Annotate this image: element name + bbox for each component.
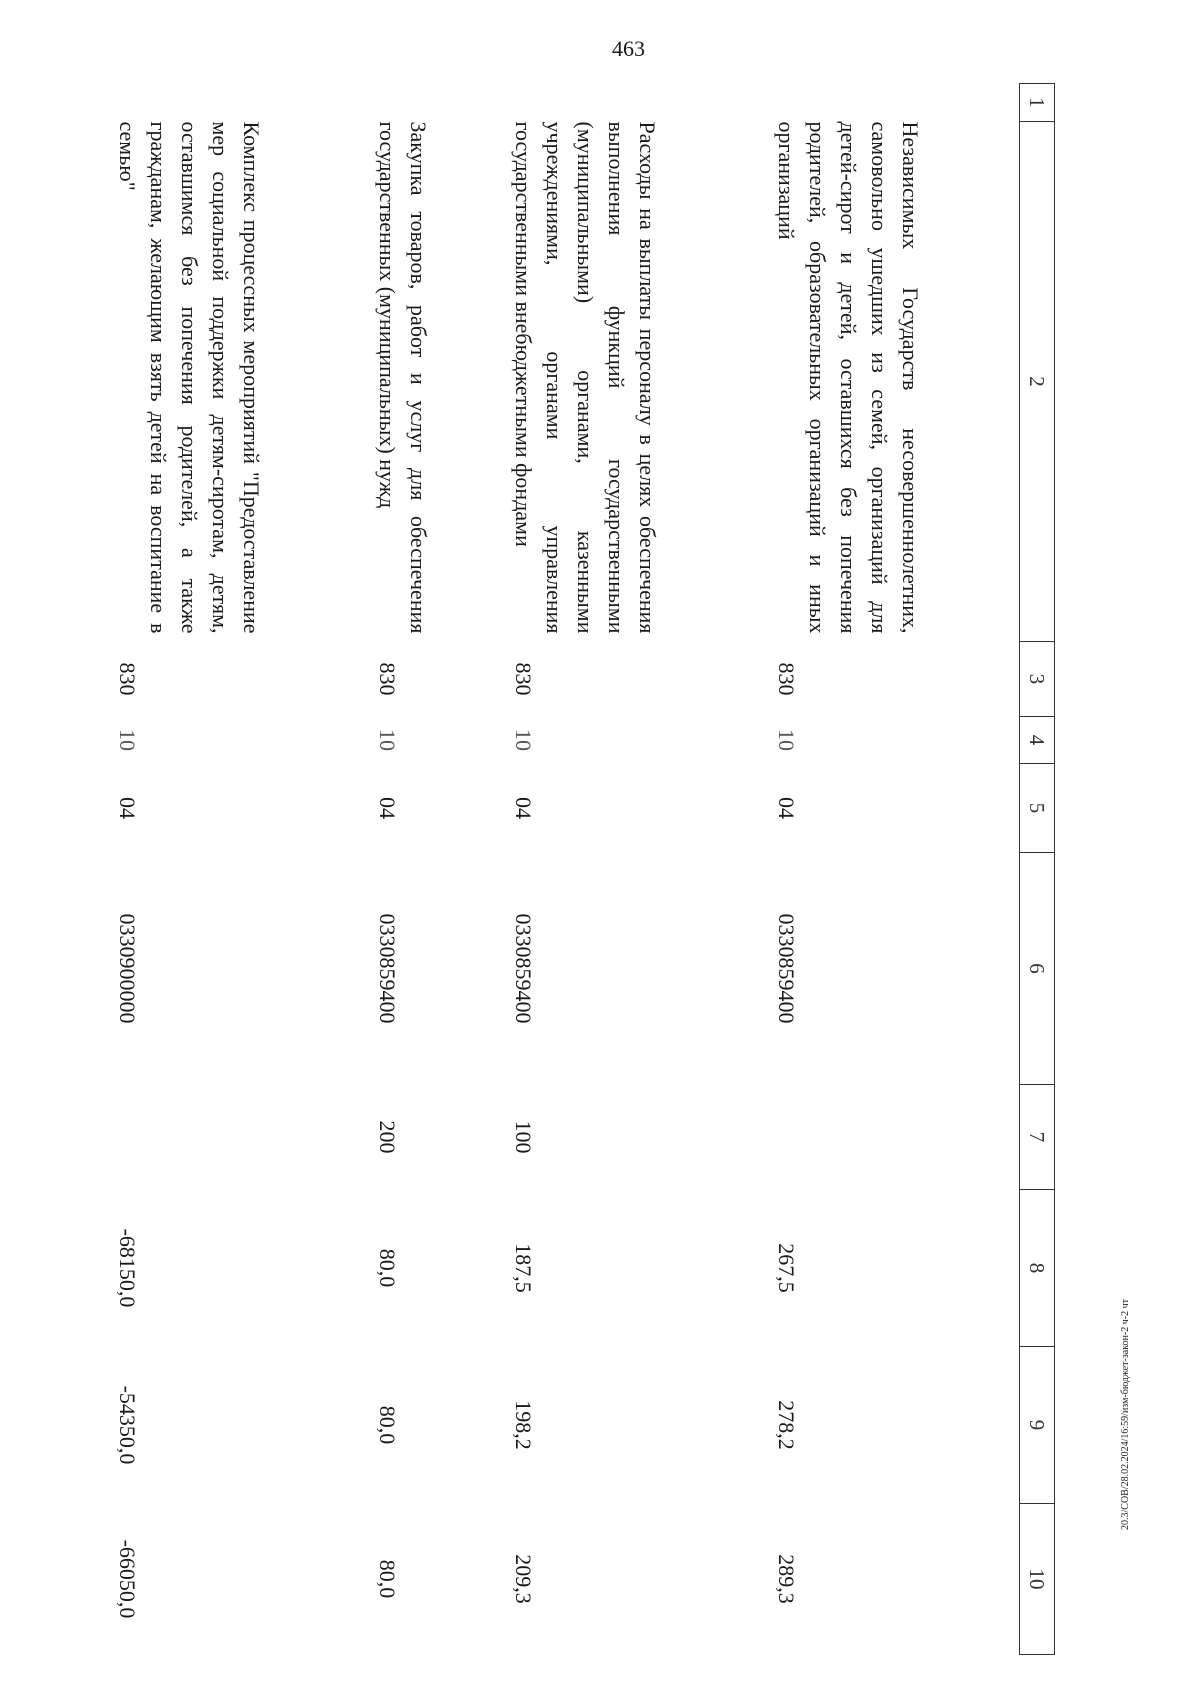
amount-year-1-cell: -68150,0 <box>115 1228 140 1308</box>
amount-year-1-cell: 267,5 <box>774 1243 799 1293</box>
amount-year-3-cell: -66050,0 <box>115 1539 140 1619</box>
expense-type-cell: 100 <box>511 1120 536 1154</box>
header-cell: 5 <box>1020 764 1055 853</box>
row-description: Независимых Государств несовершеннолетних, самовольно ушедших из семей, организаций для детей-сирот и детей, оставшихся без попечения родителей, образовательных организаций и иных организаций <box>774 121 923 634</box>
amount-year-2-cell: 278,2 <box>774 1400 799 1450</box>
column-number-header-row <box>1020 84 1055 1655</box>
header-cell: 9 <box>1020 1347 1055 1504</box>
amount-year-2-cell: -54350,0 <box>115 1385 140 1465</box>
amount-year-1-cell: 80,0 <box>375 1248 400 1288</box>
expense-type-cell <box>771 1085 1020 1190</box>
header-cell: 3 <box>1020 642 1055 717</box>
amount-year-3-cell: 80,0 <box>375 1559 400 1599</box>
table-row <box>372 84 508 1655</box>
row-number-cell <box>372 84 508 122</box>
budget-table <box>112 83 1055 1655</box>
document-footer-id: 20.3/СОВ/28.02.2024/16:59/изм-бюджет-закон-2 ч-2 чт <box>1120 1298 1131 1530</box>
header-cell: 1 <box>1020 84 1055 122</box>
amount-year-2-cell: 198,2 <box>511 1400 536 1450</box>
table-row <box>508 84 771 1655</box>
ministry-code-cell: 830 <box>375 662 400 696</box>
row-description: Закупка товаров, работ и услуг для обеспечения государственных (муниципальных) нужд <box>375 121 431 634</box>
budget-table-container <box>115 83 1055 1654</box>
row-number-cell <box>771 84 1020 122</box>
target-article-cell: 0330859400 <box>511 913 536 1024</box>
amount-year-2-cell: 80,0 <box>375 1405 400 1445</box>
amount-year-1-cell: 187,5 <box>511 1243 536 1293</box>
amount-year-3-cell: 209,3 <box>511 1554 536 1604</box>
header-cell: 7 <box>1020 1085 1055 1190</box>
row-description: Расходы на выплаты персоналу в целях обеспечения выполнения функций государственными (муниципальными) органами, казенными учреждениями, органами управления государственными внебюджетными фондами <box>511 121 660 634</box>
section-code-cell: 10 <box>115 729 140 751</box>
amount-year-3-cell: 289,3 <box>774 1554 799 1604</box>
table-row <box>112 84 372 1655</box>
header-cell: 8 <box>1020 1190 1055 1347</box>
subsection-code-cell: 04 <box>511 797 536 819</box>
section-code-cell: 10 <box>375 729 400 751</box>
subsection-code-cell: 04 <box>115 797 140 819</box>
header-cell: 10 <box>1020 1504 1055 1655</box>
section-code-cell: 10 <box>774 729 799 751</box>
subsection-code-cell: 04 <box>774 797 799 819</box>
section-code-cell: 10 <box>511 729 536 751</box>
row-number-cell <box>508 84 771 122</box>
expense-type-cell: 200 <box>375 1120 400 1154</box>
subsection-code-cell: 04 <box>375 797 400 819</box>
row-description: Комплекс процессных мероприятий "Предоставление мер социальной поддержки детям-сиротам, детям, оставшимся без попечения родителей, а также гражданам, желающим взять детей на воспитание в семью" <box>115 121 264 634</box>
header-cell: 4 <box>1020 717 1055 764</box>
target-article-cell: 0330900000 <box>115 913 140 1024</box>
ministry-code-cell: 830 <box>511 662 536 696</box>
page-number: 463 <box>612 36 645 61</box>
header-cell: 2 <box>1020 122 1055 642</box>
row-number-cell <box>112 84 372 122</box>
target-article-cell: 0330859400 <box>375 913 400 1024</box>
ministry-code-cell: 830 <box>774 662 799 696</box>
header-cell: 6 <box>1020 853 1055 1085</box>
table-row <box>771 84 1020 1655</box>
target-article-cell: 0330859400 <box>774 913 799 1024</box>
ministry-code-cell: 830 <box>115 662 140 696</box>
expense-type-cell <box>112 1085 372 1190</box>
